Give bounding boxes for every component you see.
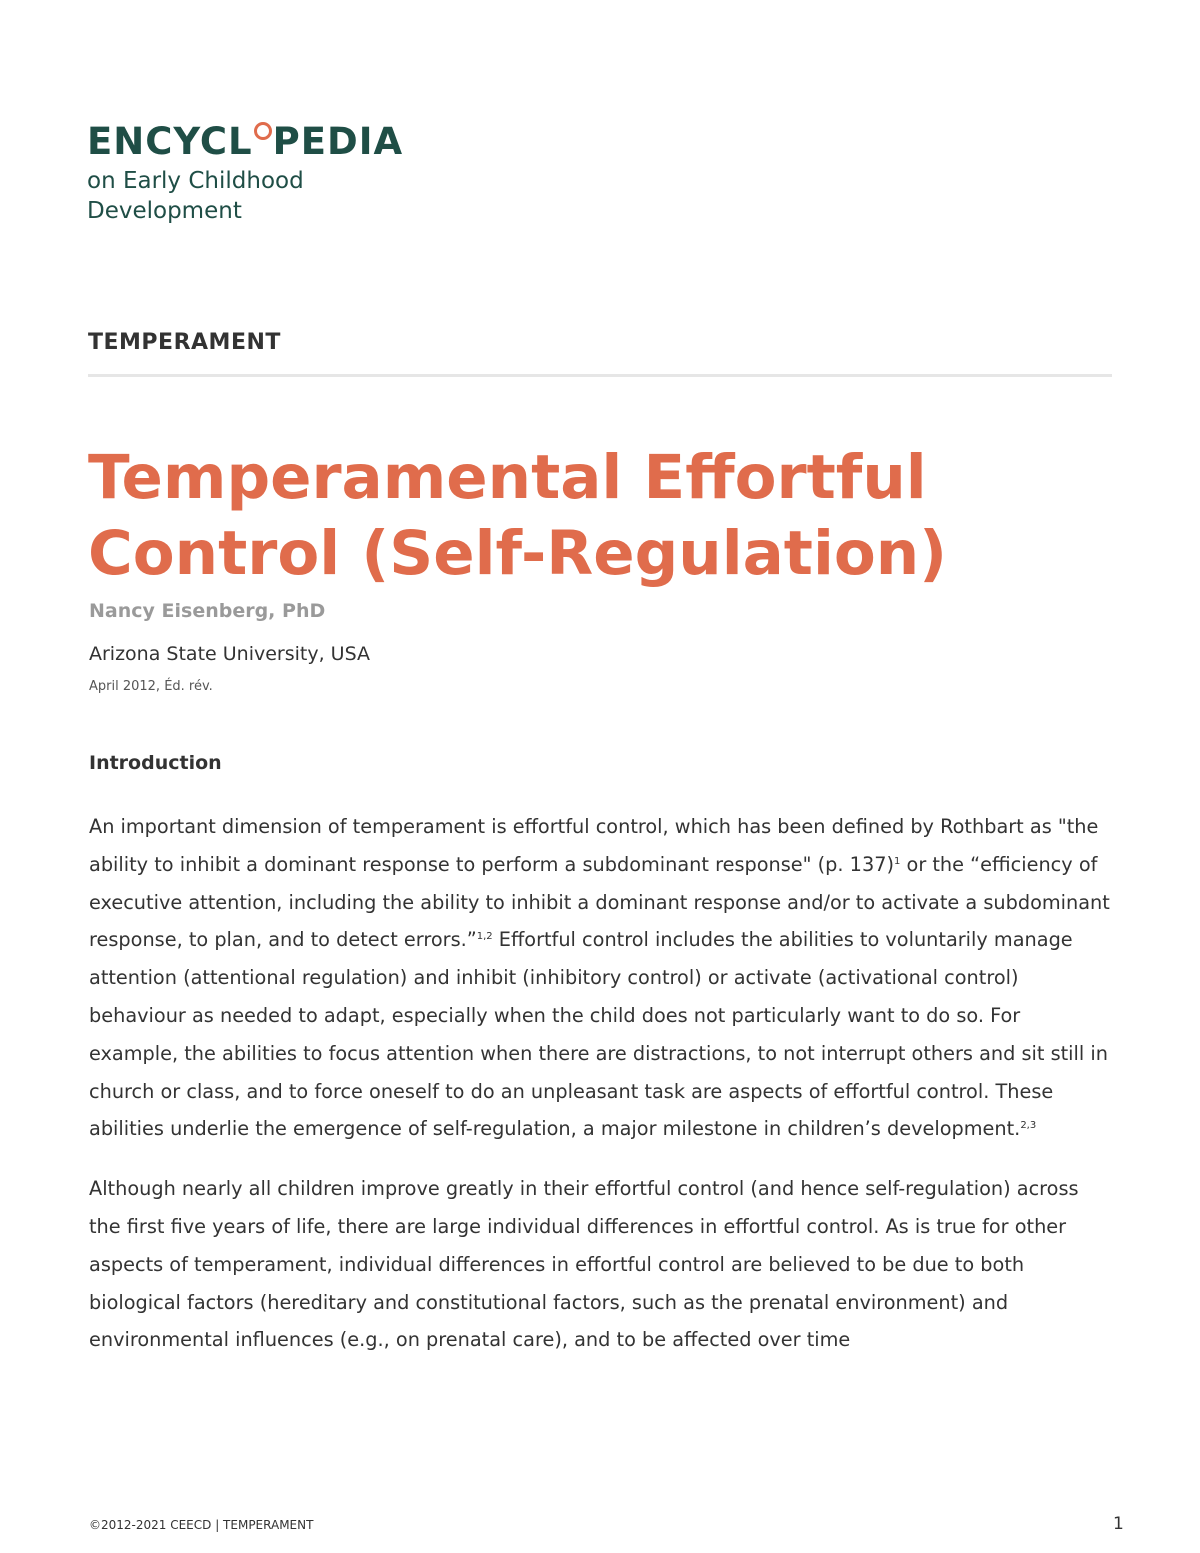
publication-date: April 2012, Éd. rév. xyxy=(89,679,213,694)
article-title xyxy=(88,440,1112,592)
logo-word-start: ENCYCL xyxy=(87,120,253,163)
logo-wordmark xyxy=(87,118,403,166)
logo-o-circle-icon xyxy=(254,122,272,140)
reference-superscript[interactable]: 1 xyxy=(894,855,901,867)
paragraph-2: Although nearly all children improve greatly in their effortful control (and hence self-regulation) across the first five years of life, there are large individual differences in effortful control. As is true for other aspects of temperament, individual differences in effortful control are believed to be due to both biological factors (hereditary and constitutional factors, such as the prenatal environment) and environmental influences (e.g., on prenatal care), and to be affected over time xyxy=(89,1177,1079,1352)
article-title-line2: Control (Self-Regulation) xyxy=(88,518,948,589)
section-label: TEMPERAMENT xyxy=(88,330,281,355)
reference-superscript[interactable]: 2,3 xyxy=(1020,1120,1037,1132)
article-title-line1: Temperamental Effortful xyxy=(88,442,927,513)
footer-copyright: ©2012-2021 CEECD | TEMPERAMENT xyxy=(89,1518,314,1532)
logo-subtitle-line1: on Early Childhood xyxy=(87,168,304,194)
paragraph-1 xyxy=(89,808,1111,1148)
reference-superscript[interactable]: 1,2 xyxy=(476,931,493,943)
paragraph-1-text-b: or the “efficiency of executive attention, including the ability to inhibit a dominant response and/or to activate a subdominant response, to plan, and to detect errors.” xyxy=(89,852,1110,952)
section-heading-introduction: Introduction xyxy=(89,752,222,774)
author-affiliation: Arizona State University, USA xyxy=(89,643,370,665)
logo-subtitle-line2: Development xyxy=(87,198,242,224)
author-name: Nancy Eisenberg, PhD xyxy=(89,600,326,622)
paragraph-1-text-c: Effortful control includes the abilities to voluntarily manage attention (attentional regulation) and inhibit (inhibitory control) or activate (activational control) behaviour as needed to adapt, especially when the child does not particularly want to do so. For example, the abilities to focus attention when there are distractions, to not interrupt others and sit still in church or class, and to force oneself to do an unpleasant task are aspects of effortful control. These abilities underlie the emergence of self-regulation, a major milestone in children’s development. xyxy=(89,928,1108,1141)
section-divider xyxy=(88,374,1112,377)
article-body xyxy=(89,808,1111,1381)
encyclopedia-logo xyxy=(87,118,403,226)
paragraph-1-text-a: An important dimension of temperament is effortful control, which has been defined by Rothbart as "the ability to inhibit a dominant response to perform a subdominant response" (p. 137) xyxy=(89,815,1099,876)
page-number: 1 xyxy=(1113,1514,1124,1534)
logo-word-end: PEDIA xyxy=(272,120,404,163)
